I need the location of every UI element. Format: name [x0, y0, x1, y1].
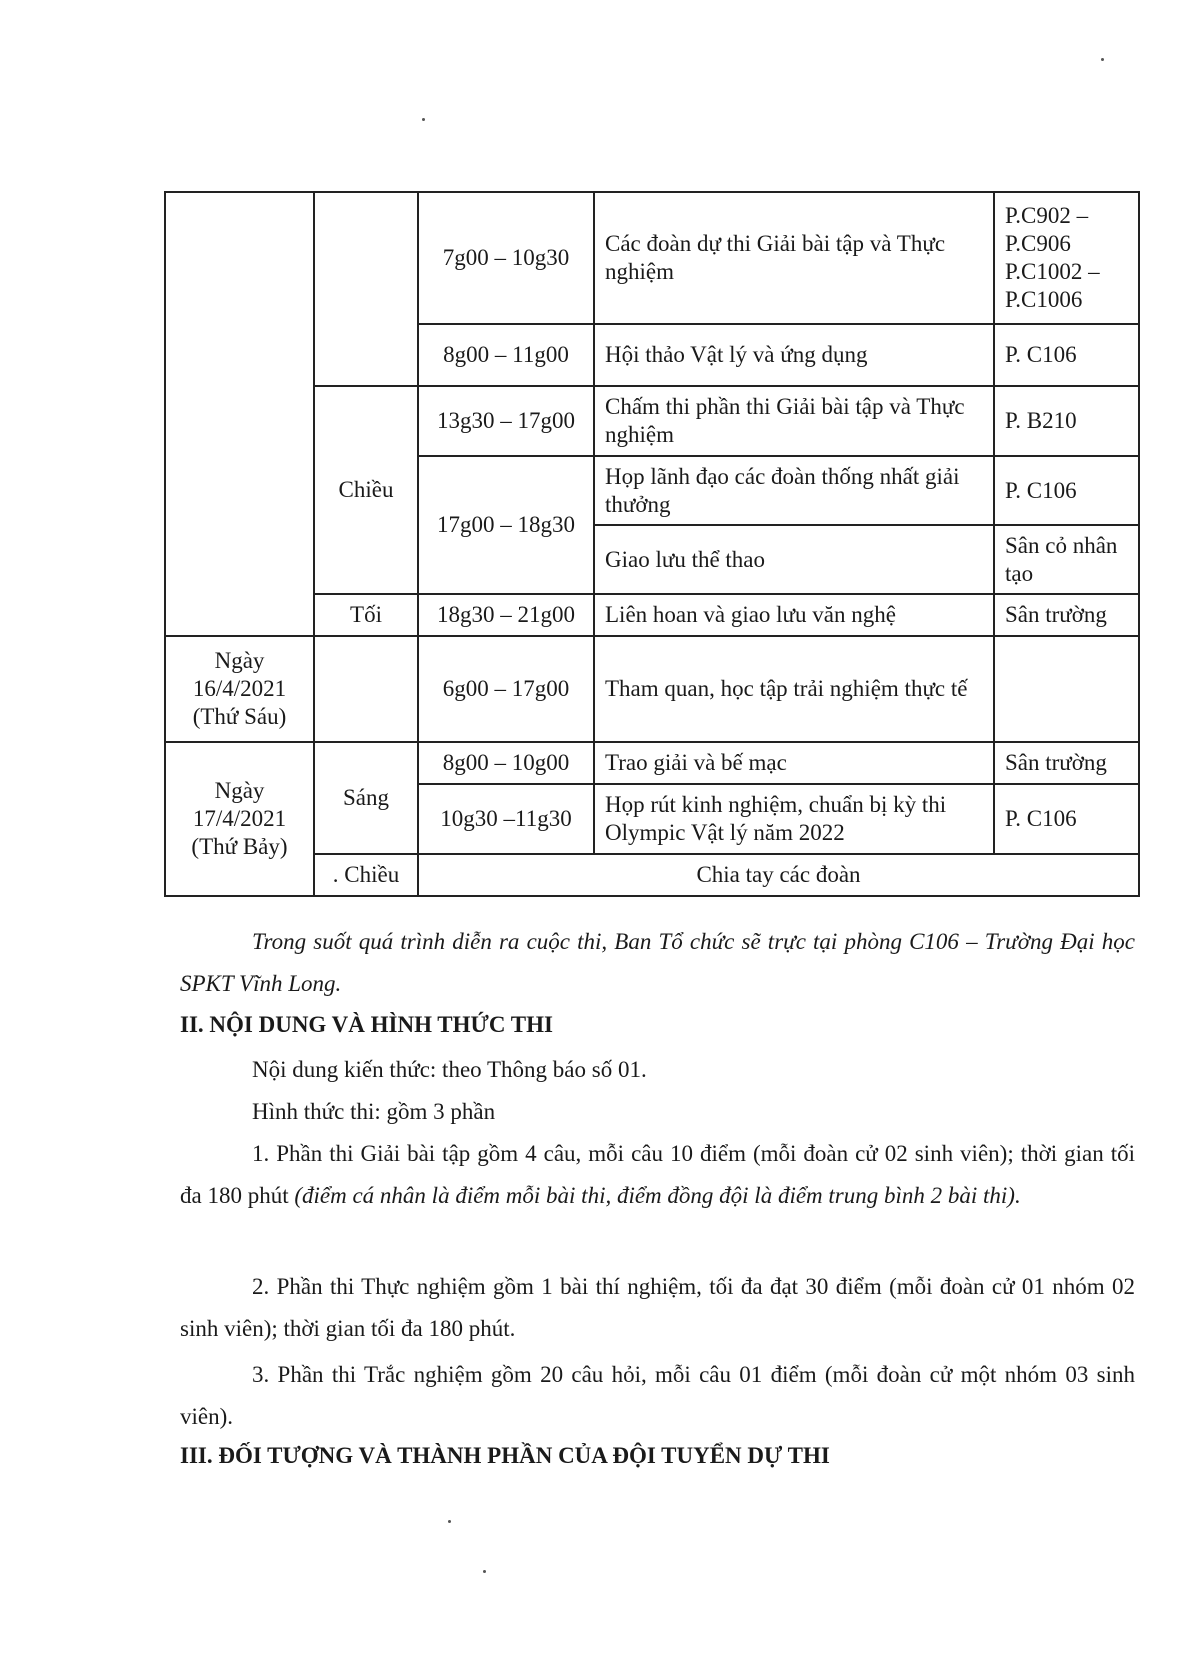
activity-cell: Trao giải và bế mạc	[594, 742, 994, 784]
time-cell: 18g30 – 21g00	[418, 594, 594, 636]
scan-speck	[483, 1570, 486, 1573]
day-cell	[165, 192, 314, 636]
time-cell: 10g30 –11g30	[418, 784, 594, 854]
table-row	[165, 192, 1139, 324]
room-cell	[994, 636, 1139, 742]
time-cell: 8g00 – 10g00	[418, 742, 594, 784]
table-row	[165, 742, 1139, 784]
room-cell: Sân trường	[994, 742, 1139, 784]
room-line: P.C902 –	[1005, 203, 1089, 228]
scan-speck	[448, 1520, 451, 1523]
activity-cell: Hội thảo Vật lý và ứng dụng	[594, 324, 994, 386]
room-line: P.C1002 –	[1005, 259, 1100, 284]
list-item: 2. Phần thi Thực nghiệm gồm 1 bài thí nghiệm, tối đa đạt 30 điểm (mỗi đoàn cử 01 nhóm 02 sinh viên); thời gian tối đa 180 phút.	[180, 1274, 1135, 1341]
activity-cell: Giao lưu thể thao	[594, 525, 994, 594]
session-cell: . Chiều	[314, 854, 418, 896]
room-cell: P. C106	[994, 324, 1139, 386]
scan-speck	[1101, 58, 1104, 61]
time-cell: 6g00 – 17g00	[418, 636, 594, 742]
time-cell: 13g30 – 17g00	[418, 386, 594, 456]
item-text: 1. Phần thi Giải bài tập gồm 4 câu, mỗi câu 10 điểm (mỗi đoàn cử 02 sinh viên); thời gian tối đa 180 phút	[180, 1141, 1135, 1208]
session-cell	[314, 636, 418, 742]
session-cell	[314, 192, 418, 386]
section-heading: II. NỘI DUNG VÀ HÌNH THỨC THI	[180, 1012, 553, 1037]
time-cell: 17g00 – 18g30	[418, 456, 594, 594]
activity-cell: Họp lãnh đạo các đoàn thống nhất giải thưởng	[594, 456, 994, 525]
table-row	[165, 636, 1139, 742]
day-cell: Ngày 17/4/2021 (Thứ Bảy)	[165, 742, 314, 896]
list-item: 3. Phần thi Trắc nghiệm gồm 20 câu hỏi, mỗi câu 01 điểm (mỗi đoàn cử một nhóm 03 sinh viên).	[180, 1362, 1135, 1429]
activity-cell: Chia tay các đoàn	[418, 854, 1139, 896]
time-cell: 8g00 – 11g00	[418, 324, 594, 386]
room-cell: P. C106	[994, 784, 1139, 854]
activity-cell: Các đoàn dự thi Giải bài tập và Thực nghiệm	[594, 192, 994, 324]
note-paragraph: Trong suốt quá trình diễn ra cuộc thi, Ban Tổ chức sẽ trực tại phòng C106 – Trường Đại học SPKT Vĩnh Long.	[180, 929, 1135, 996]
time-cell: 7g00 – 10g30	[418, 192, 594, 324]
room-cell: P. B210	[994, 386, 1139, 456]
item-note: (điểm cá nhân là điểm mỗi bài thi, điểm đồng đội là điểm trung bình 2 bài thi).	[294, 1183, 1021, 1208]
activity-cell: Chấm thi phần thi Giải bài tập và Thực nghiệm	[594, 386, 994, 456]
schedule-table	[164, 191, 1140, 897]
format-line: Hình thức thi: gồm 3 phần	[252, 1099, 496, 1124]
session-cell: Chiều	[314, 386, 418, 594]
session-cell: Sáng	[314, 742, 418, 854]
content-line: Nội dung kiến thức: theo Thông báo số 01.	[252, 1057, 647, 1082]
room-cell	[994, 192, 1139, 324]
day-cell: Ngày 16/4/2021 (Thứ Sáu)	[165, 636, 314, 742]
room-line: P.C1006	[1005, 287, 1083, 312]
activity-cell: Họp rút kinh nghiệm, chuẩn bị kỳ thi Olympic Vật lý năm 2022	[594, 784, 994, 854]
scan-speck	[422, 118, 425, 121]
room-cell: Sân cỏ nhân tạo	[994, 525, 1139, 594]
room-cell: Sân trường	[994, 594, 1139, 636]
activity-cell: Tham quan, học tập trải nghiệm thực tế	[594, 636, 994, 742]
section-heading: III. ĐỐI TƯỢNG VÀ THÀNH PHẦN CỦA ĐỘI TUYỂN DỰ THI	[180, 1443, 830, 1468]
list-item	[180, 1133, 1135, 1217]
activity-cell: Liên hoan và giao lưu văn nghệ	[594, 594, 994, 636]
room-cell: P. C106	[994, 456, 1139, 525]
session-cell: Tối	[314, 594, 418, 636]
room-line: P.C906	[1005, 231, 1071, 256]
